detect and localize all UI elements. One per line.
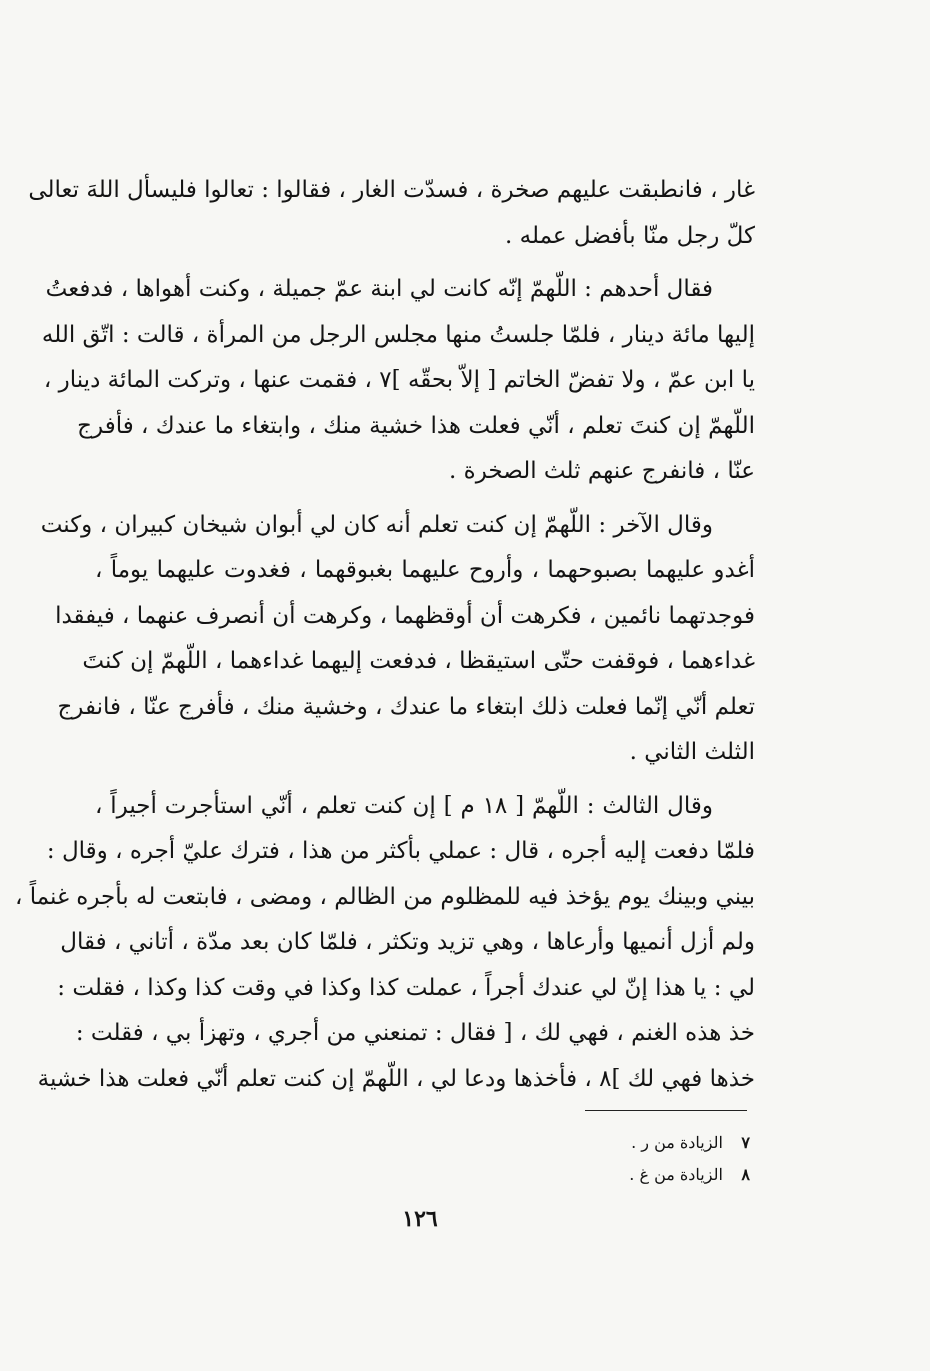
text-line: خذها فهي لك ]٨ ، فأخذها ودعا لي ، اللّهمّ إن كنت تعلم أنّي فعلت هذا خشية: [37, 1065, 755, 1092]
footnote-number: ٨: [741, 1165, 750, 1184]
text-line: ولم أزل أنميها وأرعاها ، وهي تزيد وتكثر ، فلمّا كان بعد مدّة ، أتاني ، فقال: [60, 929, 755, 955]
text-line: خذ هذه الغنم ، فهي لك ، [ فقال : تمنعني من أجري ، وتهزأ بي ، فقلت :: [75, 1020, 755, 1046]
text-line: يا ابن عمّ ، ولا تفضّ الخاتم [ إلاّ بحقّه ]٧ ، فقمت عنها ، وتركت المائة دينار ،: [43, 367, 755, 393]
text-line: غداءهما ، فوقفت حتّى استيقظا ، فدفعت إليهما غداءهما ، اللّهمّ إن كنتَ: [82, 648, 755, 674]
main-text: [14, 168, 755, 1102]
text-line: أغدو عليهما بصبوحهما ، وأروح عليهما بغبوقهما ، فغدوت عليهما يوماً ،: [95, 557, 755, 583]
text-line: اللّهمّ إن كنتَ تعلم ، أنّي فعلت هذا خشية منك ، وابتغاء ما عندك ، فأفرج: [77, 412, 755, 439]
paragraph-3: [40, 503, 755, 776]
text-line: فقال أحدهم : اللّهمّ إنّه كانت لي ابنة عمّ جميلة ، وكنت أهواها ، فدفعتُ: [45, 276, 713, 302]
text-line: فوجدتهما نائمين ، فكرهت أن أوقظهما ، وكرهت أن أنصرف عنهما ، فيفقدا: [55, 602, 755, 629]
text-line: لي : يا هذا إنّ لي عندك أجراً ، عملت كذا وكذا في وقت كذا وكذا ، فقلت :: [57, 974, 755, 1001]
paragraph-1: [28, 168, 755, 259]
footnote-text: الزيادة من غ .: [629, 1165, 723, 1184]
paragraph-4: [14, 784, 755, 1103]
text-line: الثلث الثاني .: [629, 739, 755, 765]
text-line: فلمّا دفعت إليه أجره ، قال : عملي بأكثر من هذا ، فترك عليّ أجره ، وقال :: [46, 838, 755, 864]
text-line: إليها مائة دينار ، فلمّا جلستُ منها مجلس الرجل من المرأة ، قالت : اتّق الله: [41, 321, 755, 348]
page-number: ١٢٦: [402, 1206, 438, 1232]
text-line: عنّا ، فانفرج عنهم ثلث الصخرة .: [449, 458, 755, 484]
text-line: بيني وبينك يوم يؤخذ فيه للمظلوم من الظالم ، ومضى ، فابتعت له بأجره غنماً ،: [14, 883, 755, 910]
footnote-text: الزيادة من ر .: [631, 1133, 723, 1152]
text-line: وقال الثالث : اللّهمّ [ ١٨ م ] إن كنت تعلم ، أنّي استأجرت أجيراً ،: [95, 792, 713, 819]
text-line: كلّ رجل منّا بأفضل عمله .: [505, 222, 755, 249]
text-line: غار ، فانطبقت عليهم صخرة ، فسدّت الغار ، فقالوا : تعالوا فليسأل اللهَ تعالى: [28, 177, 755, 203]
footnote-7: [450, 1127, 750, 1159]
footnotes: [450, 1127, 750, 1191]
footnote-8: [450, 1159, 750, 1191]
footnote-divider: [585, 1110, 747, 1111]
text-line: تعلم أنّي إنّما فعلت ذلك ابتغاء ما عندك ، وخشية منك ، فأفرج عنّا ، فانفرج: [57, 693, 755, 720]
footnote-number: ٧: [741, 1133, 750, 1152]
paragraph-2: [41, 267, 755, 495]
text-line: وقال الآخر : اللّهمّ إن كنت تعلم أنه كان لي أبوان شيخان كبيران ، وكنت: [40, 511, 713, 538]
